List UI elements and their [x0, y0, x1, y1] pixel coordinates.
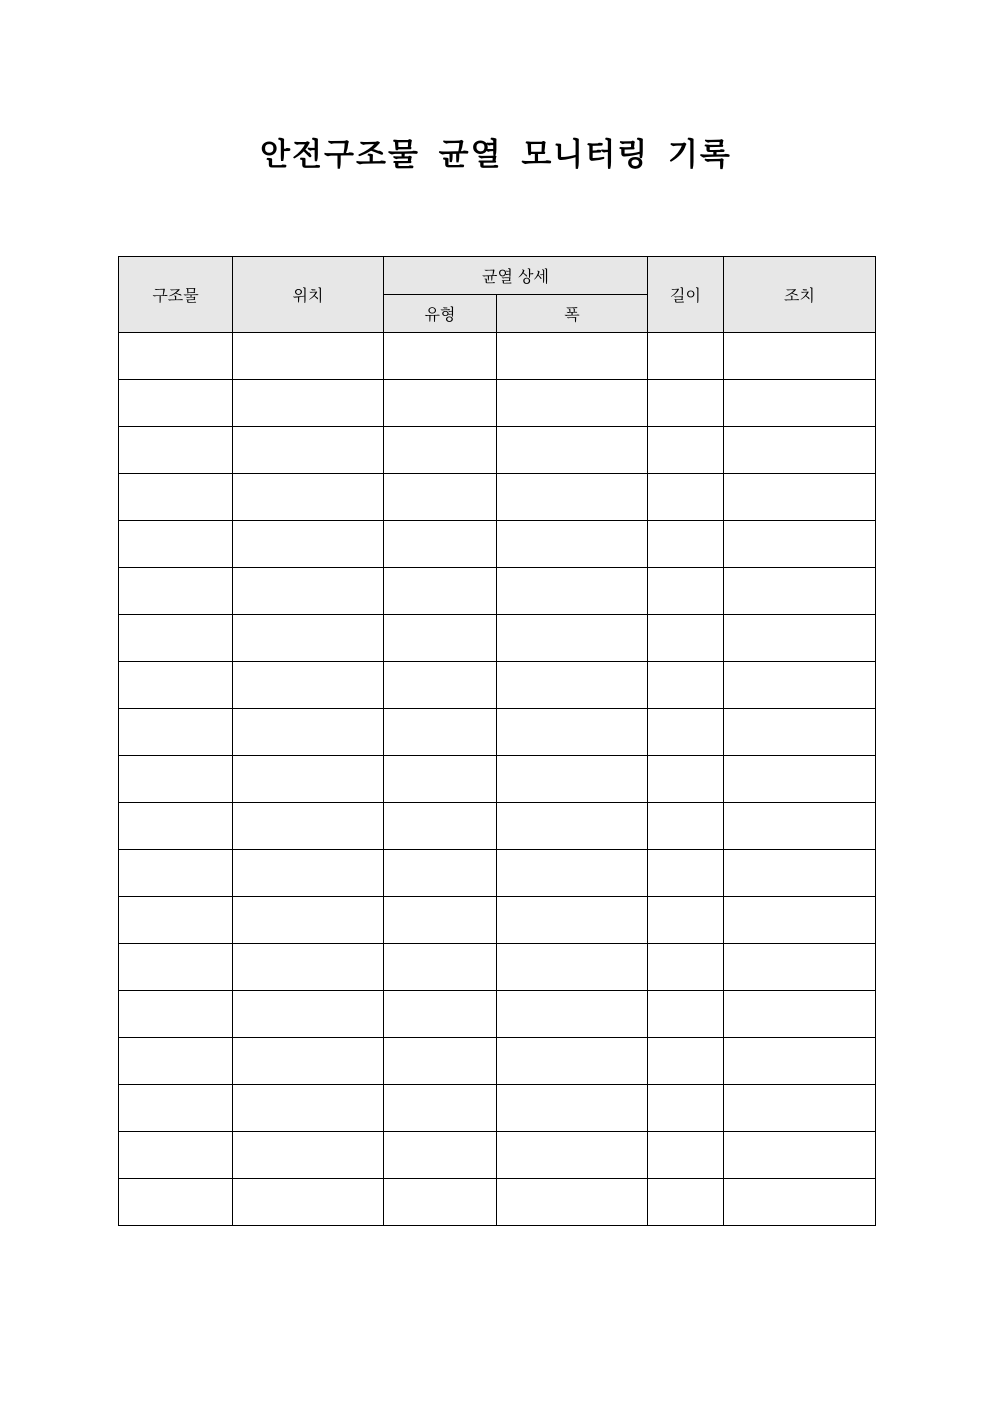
type-cell — [384, 897, 497, 944]
location-cell — [233, 1132, 384, 1179]
table-row — [119, 944, 876, 991]
width-cell — [497, 333, 648, 380]
header-crack-detail: 균열 상세 — [384, 257, 648, 295]
length-cell — [648, 1179, 724, 1226]
type-cell — [384, 662, 497, 709]
width-cell — [497, 568, 648, 615]
location-cell — [233, 333, 384, 380]
table-row — [119, 850, 876, 897]
location-cell — [233, 1085, 384, 1132]
action-cell — [724, 756, 876, 803]
location-cell — [233, 568, 384, 615]
location-cell — [233, 897, 384, 944]
type-cell — [384, 380, 497, 427]
table-row — [119, 1132, 876, 1179]
table-row — [119, 756, 876, 803]
action-cell — [724, 709, 876, 756]
action-cell — [724, 1179, 876, 1226]
width-cell — [497, 521, 648, 568]
length-cell — [648, 568, 724, 615]
location-cell — [233, 944, 384, 991]
header-structure: 구조물 — [119, 257, 233, 333]
header-type: 유형 — [384, 295, 497, 333]
structure-cell — [119, 756, 233, 803]
table-row — [119, 521, 876, 568]
structure-cell — [119, 944, 233, 991]
table-row — [119, 427, 876, 474]
structure-cell — [119, 615, 233, 662]
structure-cell — [119, 568, 233, 615]
length-cell — [648, 427, 724, 474]
type-cell — [384, 803, 497, 850]
type-cell — [384, 709, 497, 756]
action-cell — [724, 427, 876, 474]
table-row — [119, 803, 876, 850]
location-cell — [233, 1179, 384, 1226]
location-cell — [233, 474, 384, 521]
length-cell — [648, 991, 724, 1038]
location-cell — [233, 756, 384, 803]
action-cell — [724, 380, 876, 427]
width-cell — [497, 991, 648, 1038]
table-row — [119, 474, 876, 521]
width-cell — [497, 756, 648, 803]
length-cell — [648, 897, 724, 944]
table-row — [119, 380, 876, 427]
structure-cell — [119, 333, 233, 380]
table-row — [119, 1179, 876, 1226]
action-cell — [724, 991, 876, 1038]
header-action: 조치 — [724, 257, 876, 333]
length-cell — [648, 1085, 724, 1132]
table-row — [119, 568, 876, 615]
length-cell — [648, 333, 724, 380]
type-cell — [384, 1085, 497, 1132]
table-row — [119, 1038, 876, 1085]
type-cell — [384, 427, 497, 474]
structure-cell — [119, 474, 233, 521]
width-cell — [497, 615, 648, 662]
table-row — [119, 662, 876, 709]
header-width: 폭 — [497, 295, 648, 333]
action-cell — [724, 568, 876, 615]
location-cell — [233, 803, 384, 850]
width-cell — [497, 803, 648, 850]
type-cell — [384, 991, 497, 1038]
width-cell — [497, 1132, 648, 1179]
location-cell — [233, 1038, 384, 1085]
width-cell — [497, 1085, 648, 1132]
structure-cell — [119, 803, 233, 850]
location-cell — [233, 709, 384, 756]
location-cell — [233, 850, 384, 897]
location-cell — [233, 662, 384, 709]
length-cell — [648, 944, 724, 991]
table-body — [119, 333, 876, 1226]
table-row — [119, 897, 876, 944]
type-cell — [384, 568, 497, 615]
action-cell — [724, 897, 876, 944]
action-cell — [724, 1132, 876, 1179]
type-cell — [384, 1038, 497, 1085]
action-cell — [724, 333, 876, 380]
type-cell — [384, 1132, 497, 1179]
table-row — [119, 991, 876, 1038]
length-cell — [648, 756, 724, 803]
structure-cell — [119, 991, 233, 1038]
structure-cell — [119, 897, 233, 944]
length-cell — [648, 1038, 724, 1085]
width-cell — [497, 1179, 648, 1226]
table-header — [119, 257, 876, 333]
structure-cell — [119, 662, 233, 709]
type-cell — [384, 615, 497, 662]
width-cell — [497, 709, 648, 756]
table-row — [119, 709, 876, 756]
structure-cell — [119, 1132, 233, 1179]
type-cell — [384, 474, 497, 521]
table-row — [119, 333, 876, 380]
width-cell — [497, 474, 648, 521]
type-cell — [384, 333, 497, 380]
location-cell — [233, 615, 384, 662]
structure-cell — [119, 850, 233, 897]
location-cell — [233, 380, 384, 427]
length-cell — [648, 615, 724, 662]
type-cell — [384, 521, 497, 568]
structure-cell — [119, 380, 233, 427]
type-cell — [384, 756, 497, 803]
structure-cell — [119, 521, 233, 568]
width-cell — [497, 380, 648, 427]
action-cell — [724, 1038, 876, 1085]
width-cell — [497, 897, 648, 944]
width-cell — [497, 944, 648, 991]
length-cell — [648, 474, 724, 521]
header-length: 길이 — [648, 257, 724, 333]
structure-cell — [119, 1038, 233, 1085]
length-cell — [648, 803, 724, 850]
type-cell — [384, 1179, 497, 1226]
length-cell — [648, 709, 724, 756]
action-cell — [724, 521, 876, 568]
action-cell — [724, 1085, 876, 1132]
action-cell — [724, 615, 876, 662]
length-cell — [648, 521, 724, 568]
length-cell — [648, 1132, 724, 1179]
action-cell — [724, 850, 876, 897]
structure-cell — [119, 1179, 233, 1226]
width-cell — [497, 1038, 648, 1085]
header-location: 위치 — [233, 257, 384, 333]
action-cell — [724, 474, 876, 521]
structure-cell — [119, 427, 233, 474]
location-cell — [233, 991, 384, 1038]
structure-cell — [119, 709, 233, 756]
crack-monitoring-table — [118, 256, 876, 1226]
width-cell — [497, 850, 648, 897]
action-cell — [724, 662, 876, 709]
type-cell — [384, 850, 497, 897]
page-title: 안전구조물 균열 모니터링 기록 — [260, 137, 732, 173]
location-cell — [233, 521, 384, 568]
length-cell — [648, 850, 724, 897]
length-cell — [648, 662, 724, 709]
type-cell — [384, 944, 497, 991]
width-cell — [497, 662, 648, 709]
table-row — [119, 1085, 876, 1132]
location-cell — [233, 427, 384, 474]
action-cell — [724, 944, 876, 991]
table-row — [119, 615, 876, 662]
width-cell — [497, 427, 648, 474]
action-cell — [724, 803, 876, 850]
structure-cell — [119, 1085, 233, 1132]
length-cell — [648, 380, 724, 427]
